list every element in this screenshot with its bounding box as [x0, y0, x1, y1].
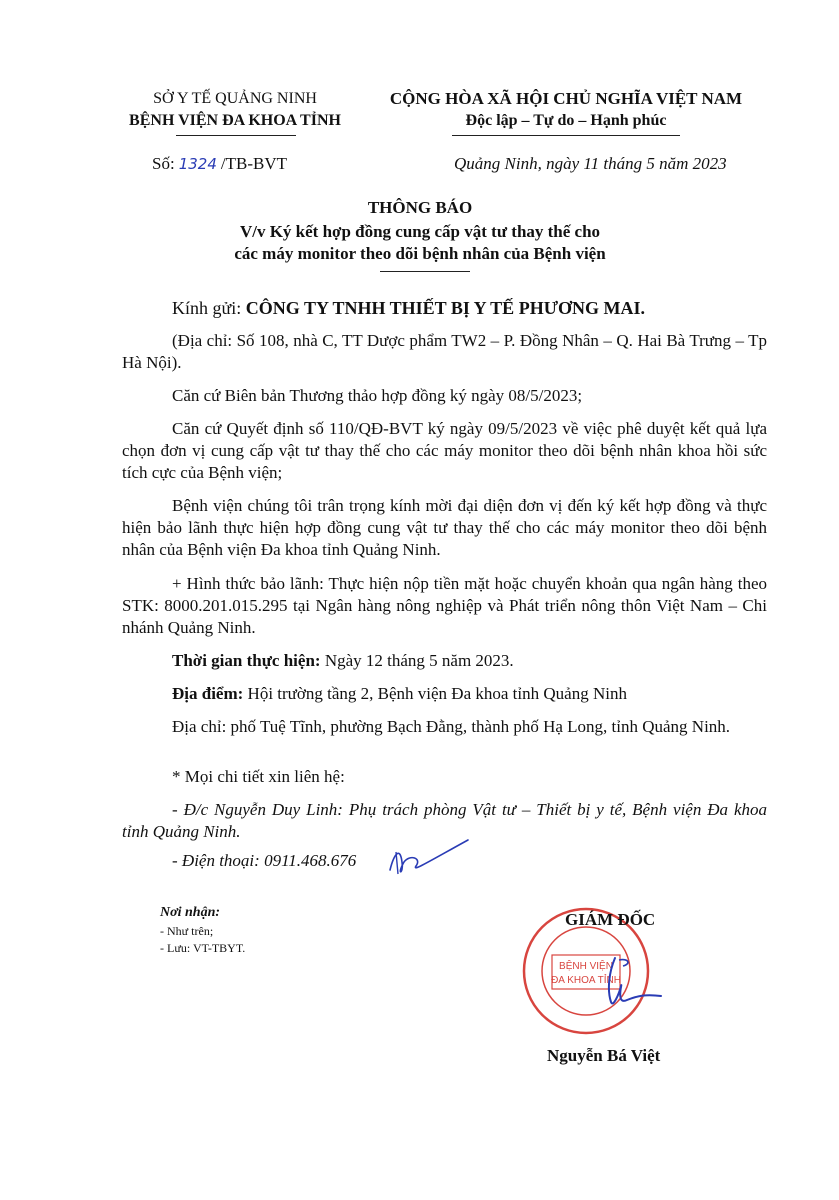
stamp-text-1: BỆNH VIỆN	[559, 961, 613, 972]
doc-number-prefix: Số:	[152, 154, 175, 173]
title-underline	[380, 271, 470, 272]
time-value: Ngày 12 tháng 5 năm 2023.	[320, 651, 514, 670]
recipients-label: Nơi nhận:	[160, 905, 221, 920]
nation-line1: CỘNG HÒA XÃ HỘI CHỦ NGHĨA VIỆT NAM	[389, 89, 743, 108]
notice-subject-line1: V/v Ký kết hợp đồng cung cấp vật tư thay thế cho	[239, 222, 601, 241]
org-line2: BỆNH VIỆN ĐA KHOA TỈNH	[129, 112, 341, 129]
invitation-paragraph: Bệnh viện chúng tôi trân trọng kính mời đại diện đơn vị đến ký kết hợp đồng và thực hiện bảo lãnh thực hiện hợp đồng cung vật tư thay thế cho các máy monitor theo dõi bệnh nhân của Bệnh viện Đa khoa tỉnh Quảng Ninh.	[122, 496, 767, 559]
basis-decision: Căn cứ Quyết định số 110/QĐ-BVT ký ngày 09/5/2023 về việc phê duyệt kết quả lựa chọn đơn vị cung cấp vật tư thay thế cho các máy monitor theo dõi bệnh nhân khoa hồi sức tích cực của Bệnh viện;	[122, 419, 767, 482]
director-signature-icon	[585, 950, 665, 1020]
doc-number-suffix: /TB-BVT	[220, 154, 287, 173]
place-date: Quảng Ninh, ngày 11 tháng 5 năm 2023	[454, 154, 727, 173]
motto-underline	[452, 135, 680, 136]
notice-title: THÔNG BÁO	[367, 198, 473, 217]
recipient-address: (Địa chỉ: Số 108, nhà C, TT Dược phẩm TW2 – P. Đồng Nhân – Q. Hai Bà Trưng – Tp Hà Nội).	[122, 331, 767, 372]
recipient-item-1: - Như trên;	[160, 924, 214, 938]
notice-subject-line2: các máy monitor theo dõi bệnh nhân của Bệnh viện	[234, 244, 606, 263]
nation-line2: Độc lập – Tự do – Hạnh phúc	[465, 112, 667, 129]
venue-line	[122, 683, 767, 705]
national-heading	[360, 88, 772, 132]
doc-number-handwritten: 1324	[178, 155, 217, 173]
contact-phone: - Điện thoại: 0911.468.676	[172, 851, 357, 870]
initials-signature-icon	[382, 832, 472, 882]
contact-intro: * Mọi chi tiết xin liên hệ:	[172, 767, 345, 786]
recipient-label: Kính gửi:	[172, 298, 242, 318]
guarantee-paragraph: + Hình thức bảo lãnh: Thực hiện nộp tiền mặt hoặc chuyển khoản qua ngân hàng theo STK: 8000.201.015.295 tại Ngân hàng nông nghiệp và Phát triển nông thôn Việt Nam – Chi nhánh Quảng Ninh.	[122, 574, 767, 637]
recipient-line	[172, 298, 645, 319]
stamp-text-2: ĐA KHOA TỈNH	[551, 975, 621, 986]
signer-title: GIÁM ĐỐC	[565, 910, 656, 929]
time-line	[122, 650, 767, 672]
basis-minutes: Căn cứ Biên bản Thương thảo hợp đồng ký ngày 08/5/2023;	[172, 386, 583, 405]
recipient-item-2: - Lưu: VT-TBYT.	[160, 941, 246, 955]
issuing-organization	[90, 88, 380, 132]
org-line1: SỞ Y TẾ QUẢNG NINH	[153, 90, 317, 107]
contact-person: - Đ/c Nguyễn Duy Linh: Phụ trách phòng Vật tư – Thiết bị y tế, Bệnh viện Đa khoa tỉnh Quảng Ninh.	[122, 800, 767, 841]
time-label: Thời gian thực hiện:	[172, 651, 321, 670]
recipient-name: CÔNG TY TNHH THIẾT BỊ Y TẾ PHƯƠNG MAI.	[245, 298, 646, 318]
venue-label: Địa điểm:	[172, 684, 244, 703]
document-number	[152, 154, 287, 174]
org-underline	[176, 135, 296, 136]
signer-name: Nguyễn Bá Việt	[547, 1046, 661, 1065]
venue-value: Hội trường tầng 2, Bệnh viện Đa khoa tỉnh Quảng Ninh	[243, 684, 627, 703]
venue-address: Địa chỉ: phố Tuệ Tĩnh, phường Bạch Đằng, thành phố Hạ Long, tỉnh Quảng Ninh.	[172, 717, 731, 736]
